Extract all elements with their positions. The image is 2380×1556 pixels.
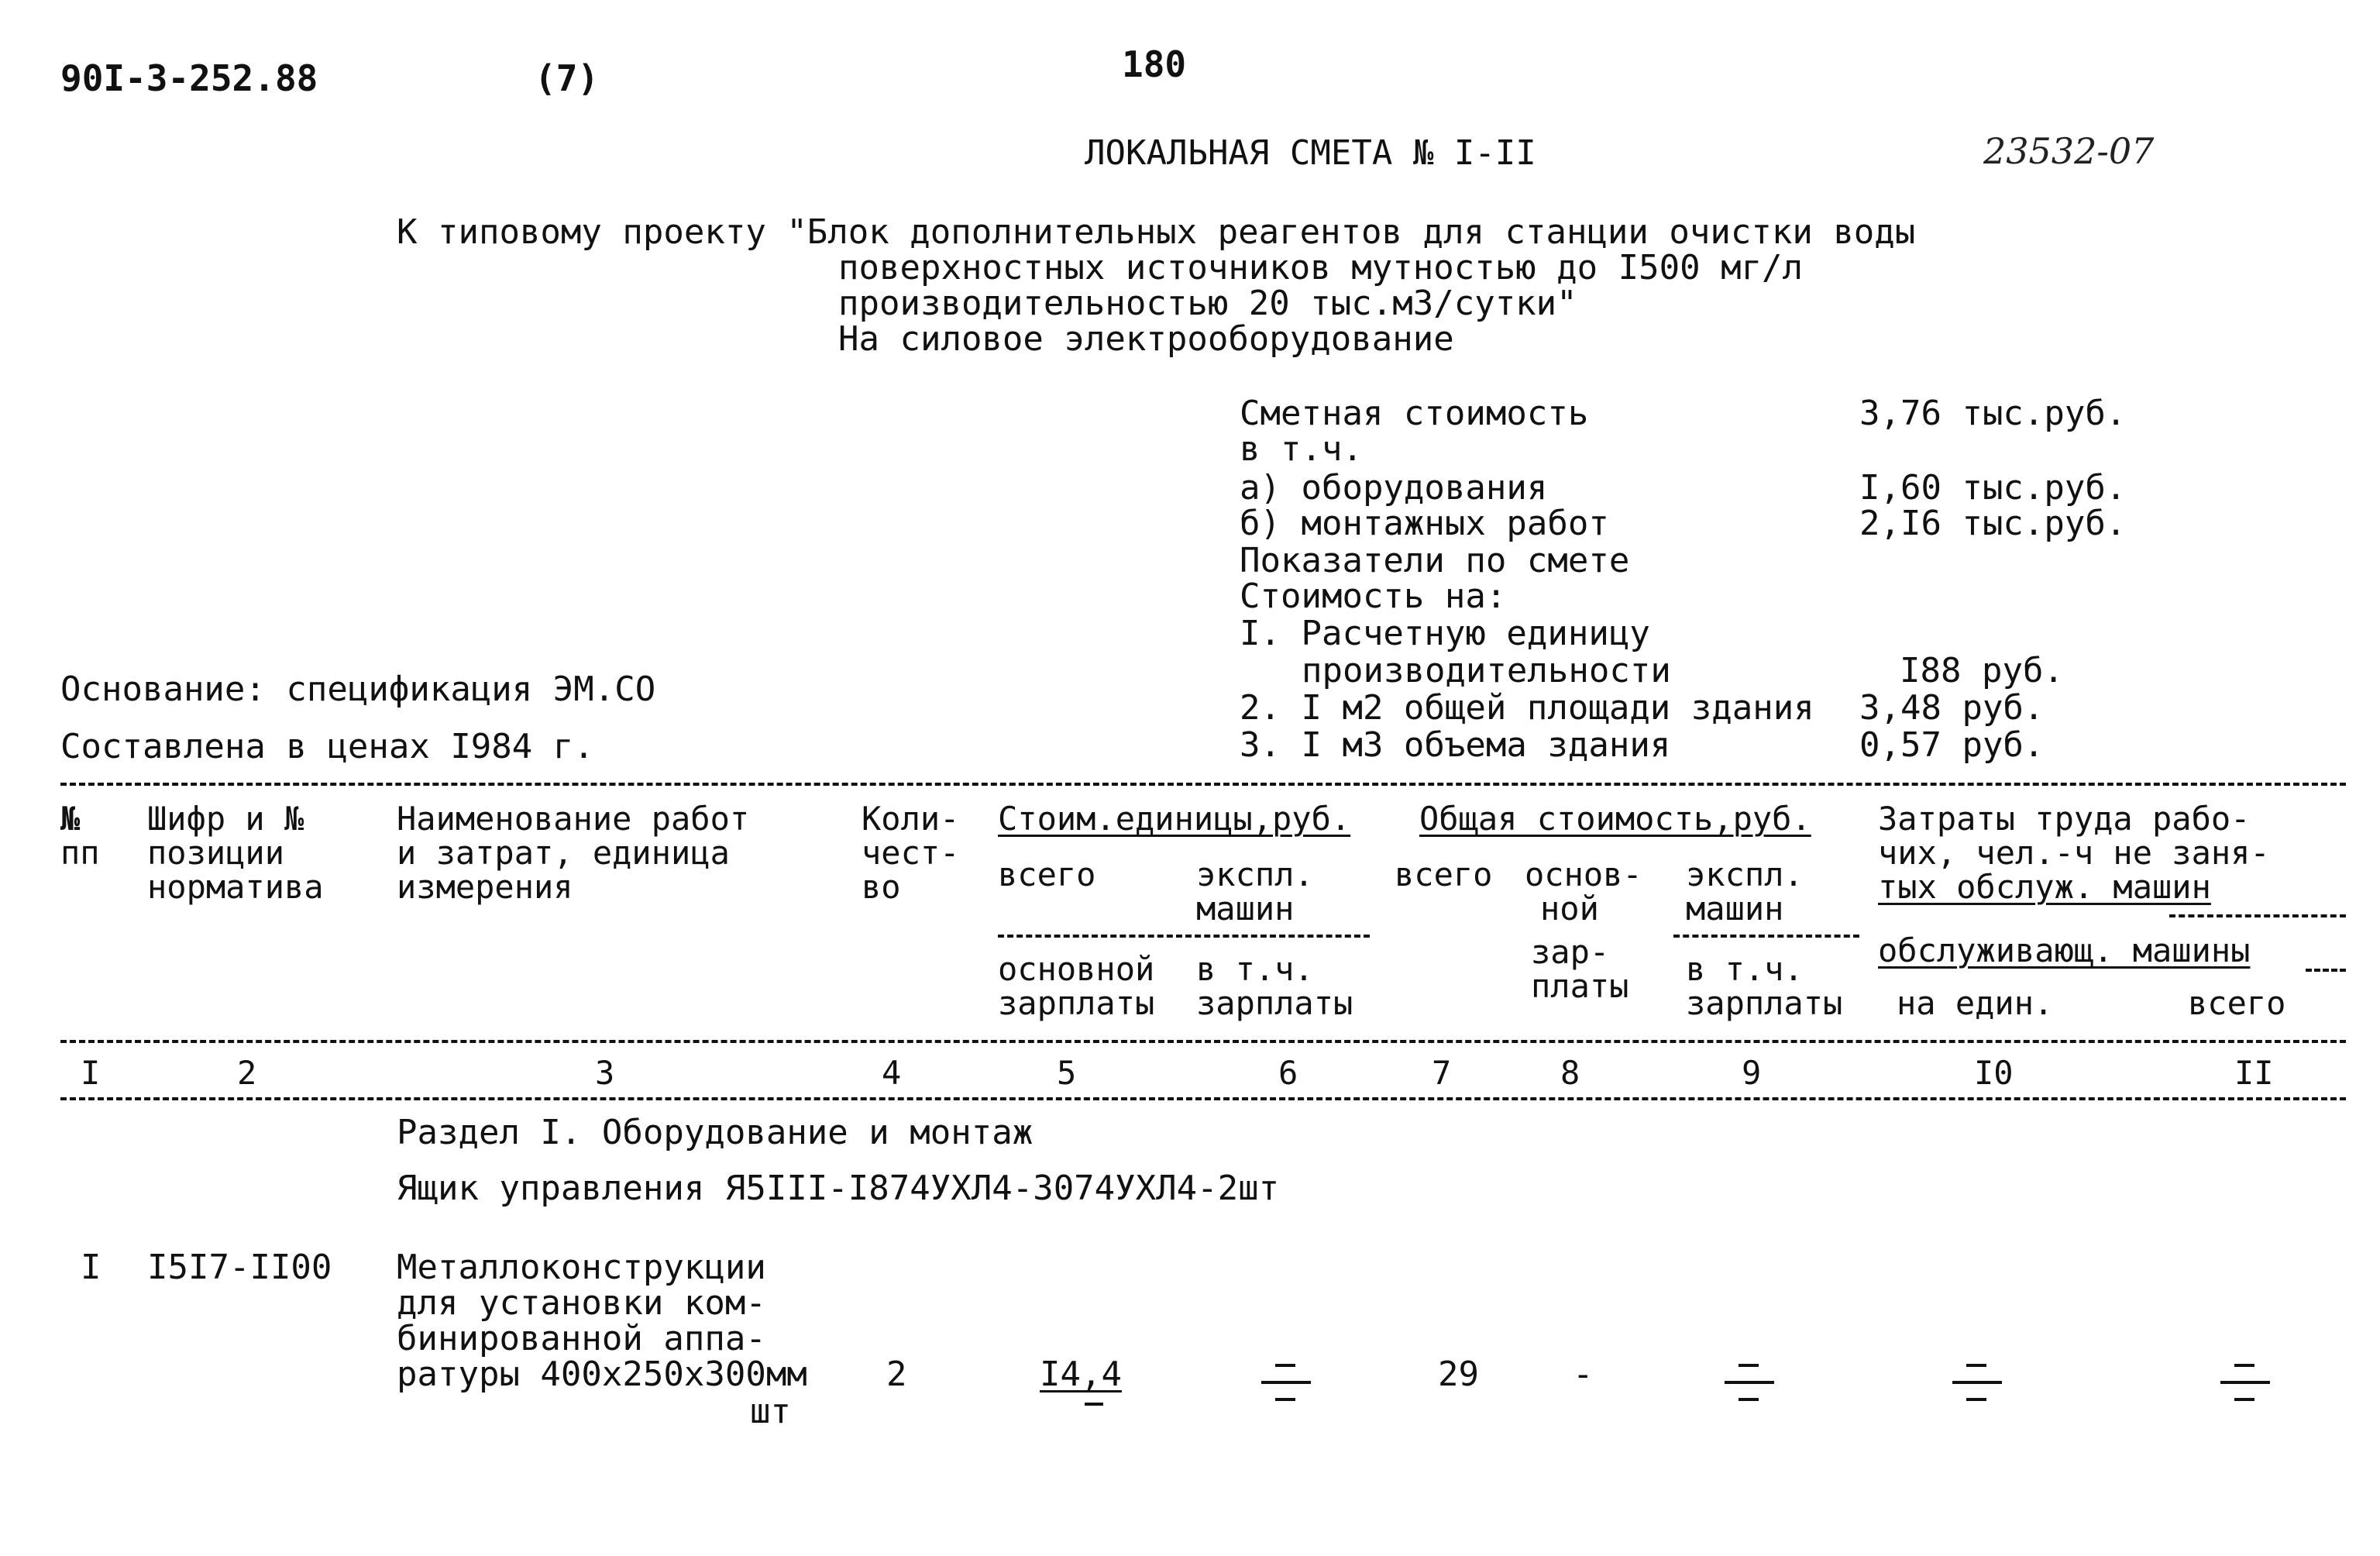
summary-item1b: производительности bbox=[1302, 651, 1671, 690]
col4-head-b: чест- bbox=[862, 834, 960, 872]
column-number: 4 bbox=[882, 1054, 902, 1092]
labor-head-b: чих, чел.-ч не заня- bbox=[1878, 834, 2270, 872]
col4-head-a: Коли- bbox=[862, 800, 960, 838]
column-number: II bbox=[2234, 1054, 2274, 1092]
column-number: I bbox=[81, 1054, 101, 1092]
unit-mach-wage-head-b: зарплаты bbox=[1196, 984, 1353, 1022]
unit-base-wage-head-a: основной bbox=[998, 950, 1155, 988]
summary-equip-label: а) оборудования bbox=[1240, 468, 1548, 508]
labor-unit-head: на един. bbox=[1897, 984, 2054, 1022]
header-inner-rule-3 bbox=[2169, 914, 2346, 917]
col4-head-c: во bbox=[862, 868, 901, 906]
col3-head-b: и затрат, единица bbox=[397, 834, 730, 872]
summary-cost-label: Сметная стоимость bbox=[1240, 394, 1589, 433]
labor-service-head: обслуживающ. машины bbox=[1878, 931, 2251, 969]
summary-indicators: Показатели по смете bbox=[1240, 541, 1630, 580]
labor-head-c: тых обслуж. машин bbox=[1878, 868, 2211, 906]
summary-cost-value: 3,76 тыс.руб. bbox=[1859, 394, 2127, 433]
row-quantity: 2 bbox=[886, 1355, 907, 1394]
header-inner-rule-2 bbox=[1673, 935, 1859, 938]
column-number: 3 bbox=[595, 1054, 615, 1092]
unit-base-wage-head-b: зарплаты bbox=[998, 984, 1155, 1022]
total-mach-wage-head-b: зарплаты bbox=[1686, 984, 1843, 1022]
total-mach-wage-head-a: в т.ч. bbox=[1686, 950, 1804, 988]
basis-specification: Основание: спецификация ЭМ.СО bbox=[60, 670, 656, 709]
project-line-3: производительностью 20 тыс.м3/сутки" bbox=[838, 284, 1577, 323]
base-wage-head-b: ной bbox=[1540, 890, 1599, 928]
column-number: 7 bbox=[1432, 1054, 1452, 1092]
section-subtitle: Ящик управления Я5III-I874УХЛ4-3074УХЛ4-2шт bbox=[397, 1169, 1280, 1208]
column-number: 9 bbox=[1742, 1054, 1762, 1092]
summary-incl: в т.ч. bbox=[1240, 429, 1363, 469]
page-number: 180 bbox=[1122, 43, 1187, 85]
row-name-line-4: ратуры 400х250х300мм bbox=[397, 1355, 807, 1394]
header-bottom-rule bbox=[60, 1040, 2346, 1043]
column-number: 6 bbox=[1278, 1054, 1298, 1092]
summary-item2-value: 3,48 руб. bbox=[1859, 688, 2045, 728]
total-mach-head-b: машин bbox=[1686, 890, 1784, 928]
section-title: Раздел I. Оборудование и монтаж bbox=[397, 1113, 1034, 1152]
unit-mach-head-a: экспл. bbox=[1196, 855, 1314, 893]
handwritten-number: 23532-07 bbox=[1983, 130, 2155, 172]
document-code: 90I-3-252.88 bbox=[60, 57, 318, 99]
basis-prices: Составлена в ценах I984 г. bbox=[60, 727, 594, 766]
row-unit-cost: I4,4 bbox=[1040, 1355, 1122, 1394]
column-number: 8 bbox=[1560, 1054, 1580, 1092]
row-number: I bbox=[81, 1248, 101, 1287]
estimate-title: ЛОКАЛЬНАЯ СМЕТА № I-II bbox=[1085, 133, 1536, 173]
row-code: I5I7-II00 bbox=[147, 1248, 332, 1287]
row-total-cost: 29 bbox=[1438, 1355, 1479, 1394]
summary-cost-per: Стоимость на: bbox=[1240, 577, 1507, 616]
base-wage-head-c: зар- bbox=[1531, 933, 1610, 971]
row-unit: шт bbox=[750, 1392, 791, 1431]
summary-install-value: 2,I6 тыс.руб. bbox=[1859, 504, 2127, 543]
total-head: всего bbox=[1395, 855, 1493, 893]
summary-item3: 3. I м3 объема здания bbox=[1240, 725, 1671, 765]
header-inner-rule-1 bbox=[998, 935, 1370, 938]
total-cost-head: Общая стоимость,руб. bbox=[1419, 800, 1811, 838]
col1-head-b: пп bbox=[60, 834, 100, 872]
project-line-2: поверхностных источников мутностью до I500 мг/л bbox=[838, 248, 1804, 287]
unit-total-head: всего bbox=[998, 855, 1096, 893]
row-name-line-2: для установки ком- bbox=[397, 1283, 766, 1323]
base-wage-head-d: платы bbox=[1531, 967, 1629, 1005]
summary-install-label: б) монтажных работ bbox=[1240, 504, 1609, 543]
summary-item3-value: 0,57 руб. bbox=[1859, 725, 2045, 765]
project-line-4: На силовое электрооборудование bbox=[838, 319, 1454, 359]
column-number: 2 bbox=[237, 1054, 257, 1092]
column-number: I0 bbox=[1974, 1054, 2014, 1092]
row-name-line-3: бинированной аппа- bbox=[397, 1319, 766, 1358]
unit-mach-wage-head-a: в т.ч. bbox=[1196, 950, 1314, 988]
col2-head-a: Шифр и № bbox=[147, 800, 304, 838]
column-numbers-bottom-rule bbox=[60, 1097, 2346, 1100]
col3-head-c: измерения bbox=[397, 868, 573, 906]
header-inner-rule-4 bbox=[2306, 969, 2346, 972]
labor-head-a: Затраты труда рабо- bbox=[1878, 800, 2251, 838]
column-number: 5 bbox=[1057, 1054, 1077, 1092]
col3-head-a: Наименование работ bbox=[397, 800, 750, 838]
col2-head-c: норматива bbox=[147, 868, 324, 906]
summary-item1-value: I88 руб. bbox=[1900, 651, 2064, 690]
unit-mach-head-b: машин bbox=[1196, 890, 1295, 928]
col2-head-b: позиции bbox=[147, 834, 285, 872]
row-total-base-wage: - bbox=[1573, 1355, 1594, 1394]
row-name-line-1: Металлоконструкции bbox=[397, 1248, 766, 1287]
summary-item2: 2. I м2 общей площади здания bbox=[1240, 688, 1814, 728]
sheet-number: (7) bbox=[535, 57, 600, 99]
labor-total-head: всего bbox=[2188, 984, 2286, 1022]
summary-item1a: I. Расчетную единицу bbox=[1240, 614, 1650, 653]
project-line-1: К типовому проекту "Блок дополнительных реагентов для станции очистки воды bbox=[397, 212, 1916, 252]
col1-head-a: № bbox=[60, 800, 81, 838]
base-wage-head-a: основ- bbox=[1525, 855, 1642, 893]
total-mach-head-a: экспл. bbox=[1686, 855, 1804, 893]
table-top-rule bbox=[60, 783, 2346, 786]
unit-cost-head: Стоим.единицы,руб. bbox=[998, 800, 1351, 838]
summary-equip-value: I,60 тыс.руб. bbox=[1859, 468, 2127, 508]
